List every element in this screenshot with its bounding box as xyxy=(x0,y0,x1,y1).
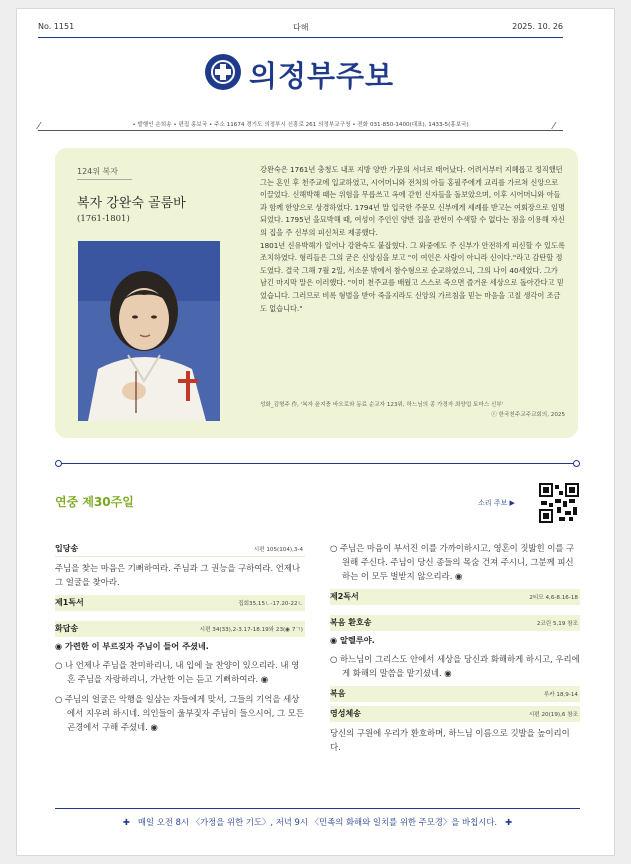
section-reference: 루카 18,9-14 xyxy=(543,692,578,698)
liturgy-left-column xyxy=(55,541,305,740)
footer-rule xyxy=(55,808,580,809)
publisher-info xyxy=(38,120,563,132)
cross-icon xyxy=(186,371,190,401)
psalm-verse: ○ 나 언제나 주님을 찬미하리니, 내 입에 늘 찬양이 있으리라. 내 영혼 주님을 자랑하리니, 가난한 이는 듣고 기뻐하여라. ◉ xyxy=(55,660,300,684)
copyright-notice: ⓒ 한국천주교주교회의, 2025 xyxy=(491,412,565,418)
communion-antiphon-header xyxy=(330,706,580,722)
bulletin-title: 의정부주보 xyxy=(249,59,395,93)
section-reference: 2코린 5,19 참조 xyxy=(536,621,578,627)
section-reference: 집회35,15ㄴ-17.20-22ㄴ xyxy=(238,601,303,607)
cross-icon: ✚ xyxy=(505,817,513,827)
acclamation-verse: ○ 하느님이 그리스도 안에서 세상을 당신과 화해하게 하시고, 우리에게 화해의 말씀을 맡기셨네. ◉ xyxy=(330,654,580,678)
section-label: 제1독서 xyxy=(55,598,84,607)
section-reference: 시편 34(33),2-3.17-18.19와 23(◉ 7ㄱ) xyxy=(199,627,303,633)
audio-bulletin-link[interactable]: 소리 주보 ▶ xyxy=(478,499,515,507)
masthead-rule xyxy=(38,37,563,38)
gospel-header xyxy=(330,686,580,702)
saint-biography xyxy=(260,164,565,315)
psalm-verse: ○ 주님의 얼굴은 악행을 일삼는 자들에게 맞서, 그들의 기억을 세상에서 지우려 하시네. 의인들이 울부짖자 주님이 들으시어, 그 모든 곤경에서 구해 주셨네. ◉ xyxy=(55,694,304,732)
issue-number: No. 1151 xyxy=(38,22,75,31)
saint-portrait xyxy=(78,241,220,421)
prayer-footer xyxy=(55,814,580,830)
first-reading-header xyxy=(55,595,305,611)
section-label: 입당송 xyxy=(55,544,79,553)
saint-name: 복자 강완숙 골룸바 xyxy=(77,196,186,211)
acclamation-response: ◉ 알렐루야. xyxy=(330,635,375,645)
section-label: 영성체송 xyxy=(330,709,361,718)
diocese-seal-icon xyxy=(205,54,241,90)
slash-mark-icon: ⁄ xyxy=(553,121,555,132)
artwork-caption xyxy=(260,400,565,420)
entrance-antiphon-header xyxy=(55,541,305,557)
qr-code-icon[interactable] xyxy=(539,483,579,523)
liturgy-right-column xyxy=(330,541,580,760)
section-label: 복음 xyxy=(330,689,346,698)
sunday-title: 연중 제30주일 xyxy=(55,495,134,509)
slash-mark-icon: ⁄ xyxy=(38,121,40,132)
section-reference: 2티모 4,6-8.16-18 xyxy=(529,595,578,601)
section-label: 제2독서 xyxy=(330,592,359,601)
gospel-acclamation-header xyxy=(330,615,580,631)
masthead-logo xyxy=(205,52,435,92)
cross-icon: ✚ xyxy=(122,817,130,827)
prayer-footer-text: 매일 오전 8시 〈가정을 위한 기도〉, 저녁 9시 〈민족의 화해와 일치를 위한 주모경〉을 바칩시다. xyxy=(137,817,498,827)
saint-years: (1761-1801) xyxy=(77,214,130,224)
saint-panel xyxy=(55,148,578,438)
issue-date: 2025. 10. 26 xyxy=(512,22,563,31)
liturgical-year: 다해 xyxy=(293,23,309,32)
entrance-antiphon-text: 주님을 찾는 마음은 기뻐하여라. 주님과 그 권능을 구하여라. 언제나 그 얼굴을 찾아라. xyxy=(55,563,301,587)
section-label: 복음 환호송 xyxy=(330,618,372,627)
masthead-bar xyxy=(38,22,563,36)
saint-tag: 124위 복자 xyxy=(77,167,118,176)
section-divider xyxy=(55,460,580,468)
section-reference: 시편 20(19),6 참조 xyxy=(528,712,578,718)
publisher-info-text: • 발행인 손희송 • 편집 홍보국 • 주소 11674 경기도 의정부시 신흥로 261 의정부교구청 • 전화 031-850-1400(대표), 1433-5(홍보국) xyxy=(132,122,469,128)
artwork-credit: 성화_김형주 作, '복자 윤지충 바오로와 동료 순교자 123위, 하느님의 종 가경자 최양업 토마스 신부' xyxy=(260,402,504,408)
psalm-verse: ○ 주님은 마음이 부서진 이를 가까이하시고, 영혼이 짓밟힌 이를 구원해 주신다. 주님이 당신 종들의 목숨 건져 주시니, 그분께 피신하는 이 모두 벌받지 않으리라. ◉ xyxy=(330,543,575,581)
biography-paragraph: 강완숙은 1761년 충청도 내포 지방 양반 가문의 서녀로 태어났다. 어려서부터 지혜롭고 정직했던 그는 혼인 후 천주교에 입교하였고, 시어머니와 전처의 아들 홍필주에게 교리를 가르쳐 신앙으로 이끌었다. 신해박해 때는 위험을 무릅쓰고 옥에 갇힌 신자들을 돌보았으며, 이후 시어머니와 아들과 함께 한양으로 상경하였다. 1794년 말 입국한 주문모 신부에게 세례를 받고는 여회장으로 임명되었다. 1795년 을묘박해 때, 여성이 주인인 양반 집을 관헌이 수색할 수 없다는 점을 이용해 자신의 집을 주 신부의 피신처로 제공했다. xyxy=(260,165,565,237)
section-label: 화답송 xyxy=(55,624,79,633)
second-reading-header xyxy=(330,589,580,605)
section-reference: 시편 105(104),3-4 xyxy=(253,547,303,553)
biography-paragraph: 1801년 신유박해가 일어나 강완숙도 붙잡혔다. 그 와중에도 주 신부가 안전하게 피신할 수 있도록 조치하였다. 형리들은 그의 굳은 신앙심을 보고 "이 여인은 사람이 아니라 신이다."라고 감탄할 정도였다. 결국 그해 7월 2일, 서소문 밖에서 참수형으로 순교하였으니, 그의 나이 40세였다. 그가 남긴 마지막 말은 이러했다. "이미 천주교를 배웠고 스스로 죽으면 즐거운 세상으로 돌아간다고 믿었습니다. 그러므로 비록 형벌을 받아 죽을지라도 신앙의 가르침을 믿는 마음을 고칠 생각이 조금도 없습니다." xyxy=(260,240,565,313)
psalm-response: ◉ 가련한 이 부르짖자 주님이 들어 주셨네. xyxy=(55,641,209,651)
psalm-header xyxy=(55,621,305,637)
communion-antiphon-text: 당신의 구원에 우리가 환호하며, 하느님 이름으로 깃발을 높이리이다. xyxy=(330,728,570,752)
